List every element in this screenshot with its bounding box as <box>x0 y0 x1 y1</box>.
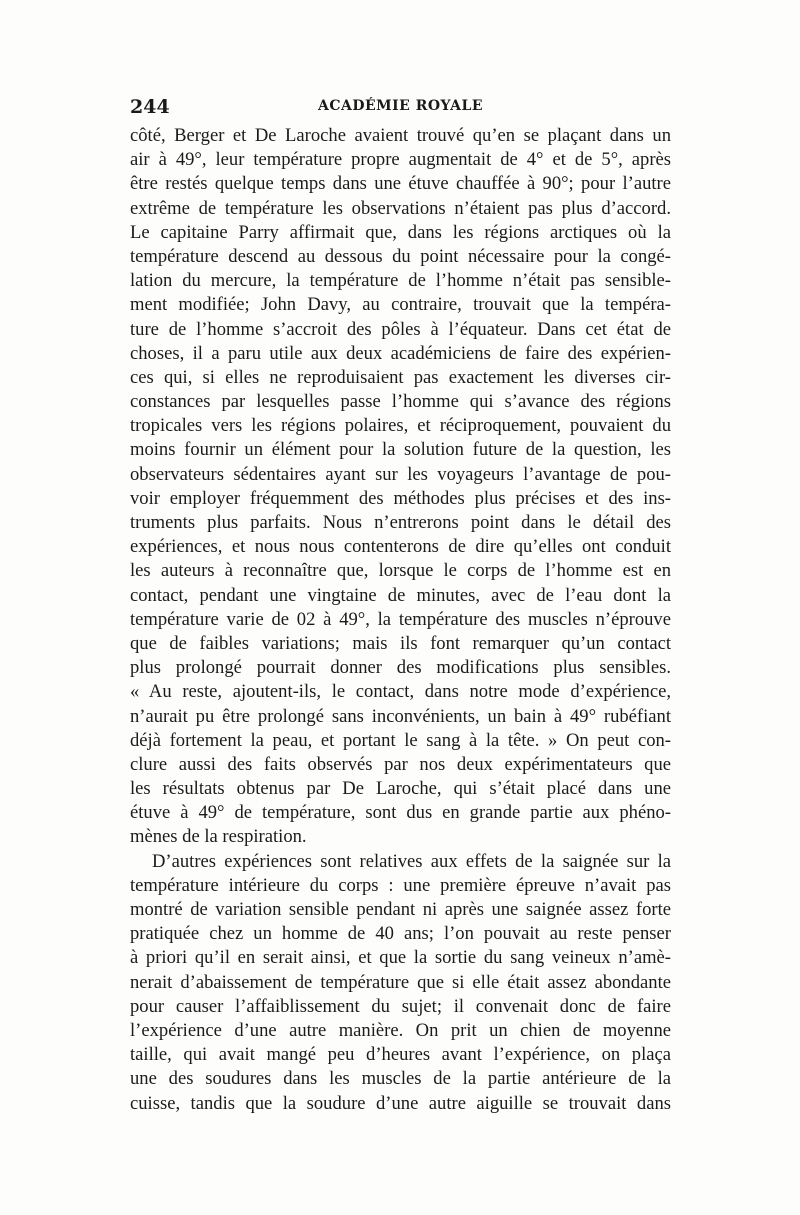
text-line: montré de variation sensible pendant ni après une saignée assez forte <box>130 899 671 920</box>
text-line: clure aussi des faits observés par nos deux expérimentateurs que <box>130 753 671 775</box>
text-line: ment modifiée; John Davy, au contraire, trouvait que la tempéra- <box>130 294 671 316</box>
paragraph-start-line: D’autres expériences sont relatives aux effets de la saignée sur la <box>152 850 671 872</box>
running-head: ACADÉMIE ROYALE <box>317 98 484 114</box>
text-line: l’expérience d’une autre manière. On prit un chien de moyenne <box>130 1019 671 1041</box>
text-line: température varie de 02 à 49°, la température des muscles n’éprouve <box>130 608 671 630</box>
text-line: cuisse, tandis que la soudure d’une autre aiguille se trouvait dans <box>130 1092 671 1114</box>
text-line: être restés quelque temps dans une étuve chauffée à 90°; pour l’autre <box>130 173 671 195</box>
text-line: ces qui, si elles ne reproduisaient pas exactement les diverses cir- <box>130 366 671 388</box>
text-line: pour causer l’affaiblissement du sujet; il convenait donc de faire <box>130 995 671 1017</box>
text-line: expériences, et nous nous contenterons de dire qu’elles ont conduit <box>130 536 671 558</box>
text-line: température intérieure du corps : une première épreuve n’avait pas <box>130 874 671 896</box>
text-line: air à 49°, leur température propre augmentait de 4° et de 5°, après <box>130 149 671 171</box>
paragraph-end-line: mènes de la respiration. <box>130 826 307 848</box>
text-line: les résultats obtenus par De Laroche, qui s’était placé dans une <box>130 778 671 800</box>
body-text <box>130 124 671 1116</box>
text-line: contact, pendant une vingtaine de minutes, avec de l’eau dont la <box>130 584 671 606</box>
text-line: température descend au dessous du point nécessaire pour la congé- <box>130 245 671 267</box>
text-line: taille, qui avait mangé peu d’heures avant l’expérience, on plaça <box>130 1044 671 1066</box>
text-line: étuve à 49° de température, sont dus en grande partie aux phéno- <box>130 802 671 824</box>
text-line: « Au reste, ajoutent-ils, le contact, dans notre mode d’expérience, <box>130 681 671 703</box>
text-line: choses, il a paru utile aux deux académiciens de faire des expérien- <box>130 342 671 364</box>
text-line: lation du mercure, la température de l’homme n’était pas sensible- <box>130 270 671 292</box>
page-header <box>130 96 671 120</box>
text-line: que de faibles variations; mais ils font remarquer qu’un contact <box>130 632 671 654</box>
text-line: une des soudures dans les muscles de la partie antérieure de la <box>130 1068 671 1090</box>
text-line: extrême de température les observations n’étaient pas plus d’accord. <box>130 197 671 219</box>
text-line: Le capitaine Parry affirmait que, dans les régions arctiques où la <box>130 221 671 243</box>
text-line: observateurs sédentaires ayant sur les voyageurs l’avantage de pou- <box>130 463 671 485</box>
text-line: moins fournir un élément pour la solution future de la question, les <box>130 439 671 461</box>
text-line: constances par lesquelles passe l’homme qui s’avance des régions <box>130 391 671 413</box>
text-line: tropicales vers les régions polaires, et réciproquement, pouvaient du <box>130 415 671 437</box>
text-line: pratiquée chez un homme de 40 ans; l’on pouvait au reste penser <box>130 923 671 945</box>
text-line: nerait d’abaissement de température que si elle était assez abondante <box>130 971 671 993</box>
text-line: déjà fortement la peau, et portant le sang à la tête. » On peut con- <box>130 729 671 751</box>
text-line: voir employer fréquemment des méthodes plus précises et des ins- <box>130 487 671 509</box>
text-line: côté, Berger et De Laroche avaient trouvé qu’en se plaçant dans un <box>130 125 671 146</box>
text-line: plus prolongé pourrait donner des modifications plus sensibles. <box>130 657 671 679</box>
text-line: n’aurait pu être prolongé sans inconvénients, un bain à 49° rubéfiant <box>130 705 671 727</box>
text-line: ture de l’homme s’accroit des pôles à l’équateur. Dans cet état de <box>130 318 671 340</box>
text-line: les auteurs à reconnaître que, lorsque le corps de l’homme est en <box>130 560 671 582</box>
text-line: à priori qu’il en serait ainsi, et que la sortie du sang veineux n’amè- <box>130 947 671 969</box>
page-number: 244 <box>130 96 170 118</box>
text-line: truments plus parfaits. Nous n’entrerons point dans le détail des <box>130 512 671 533</box>
